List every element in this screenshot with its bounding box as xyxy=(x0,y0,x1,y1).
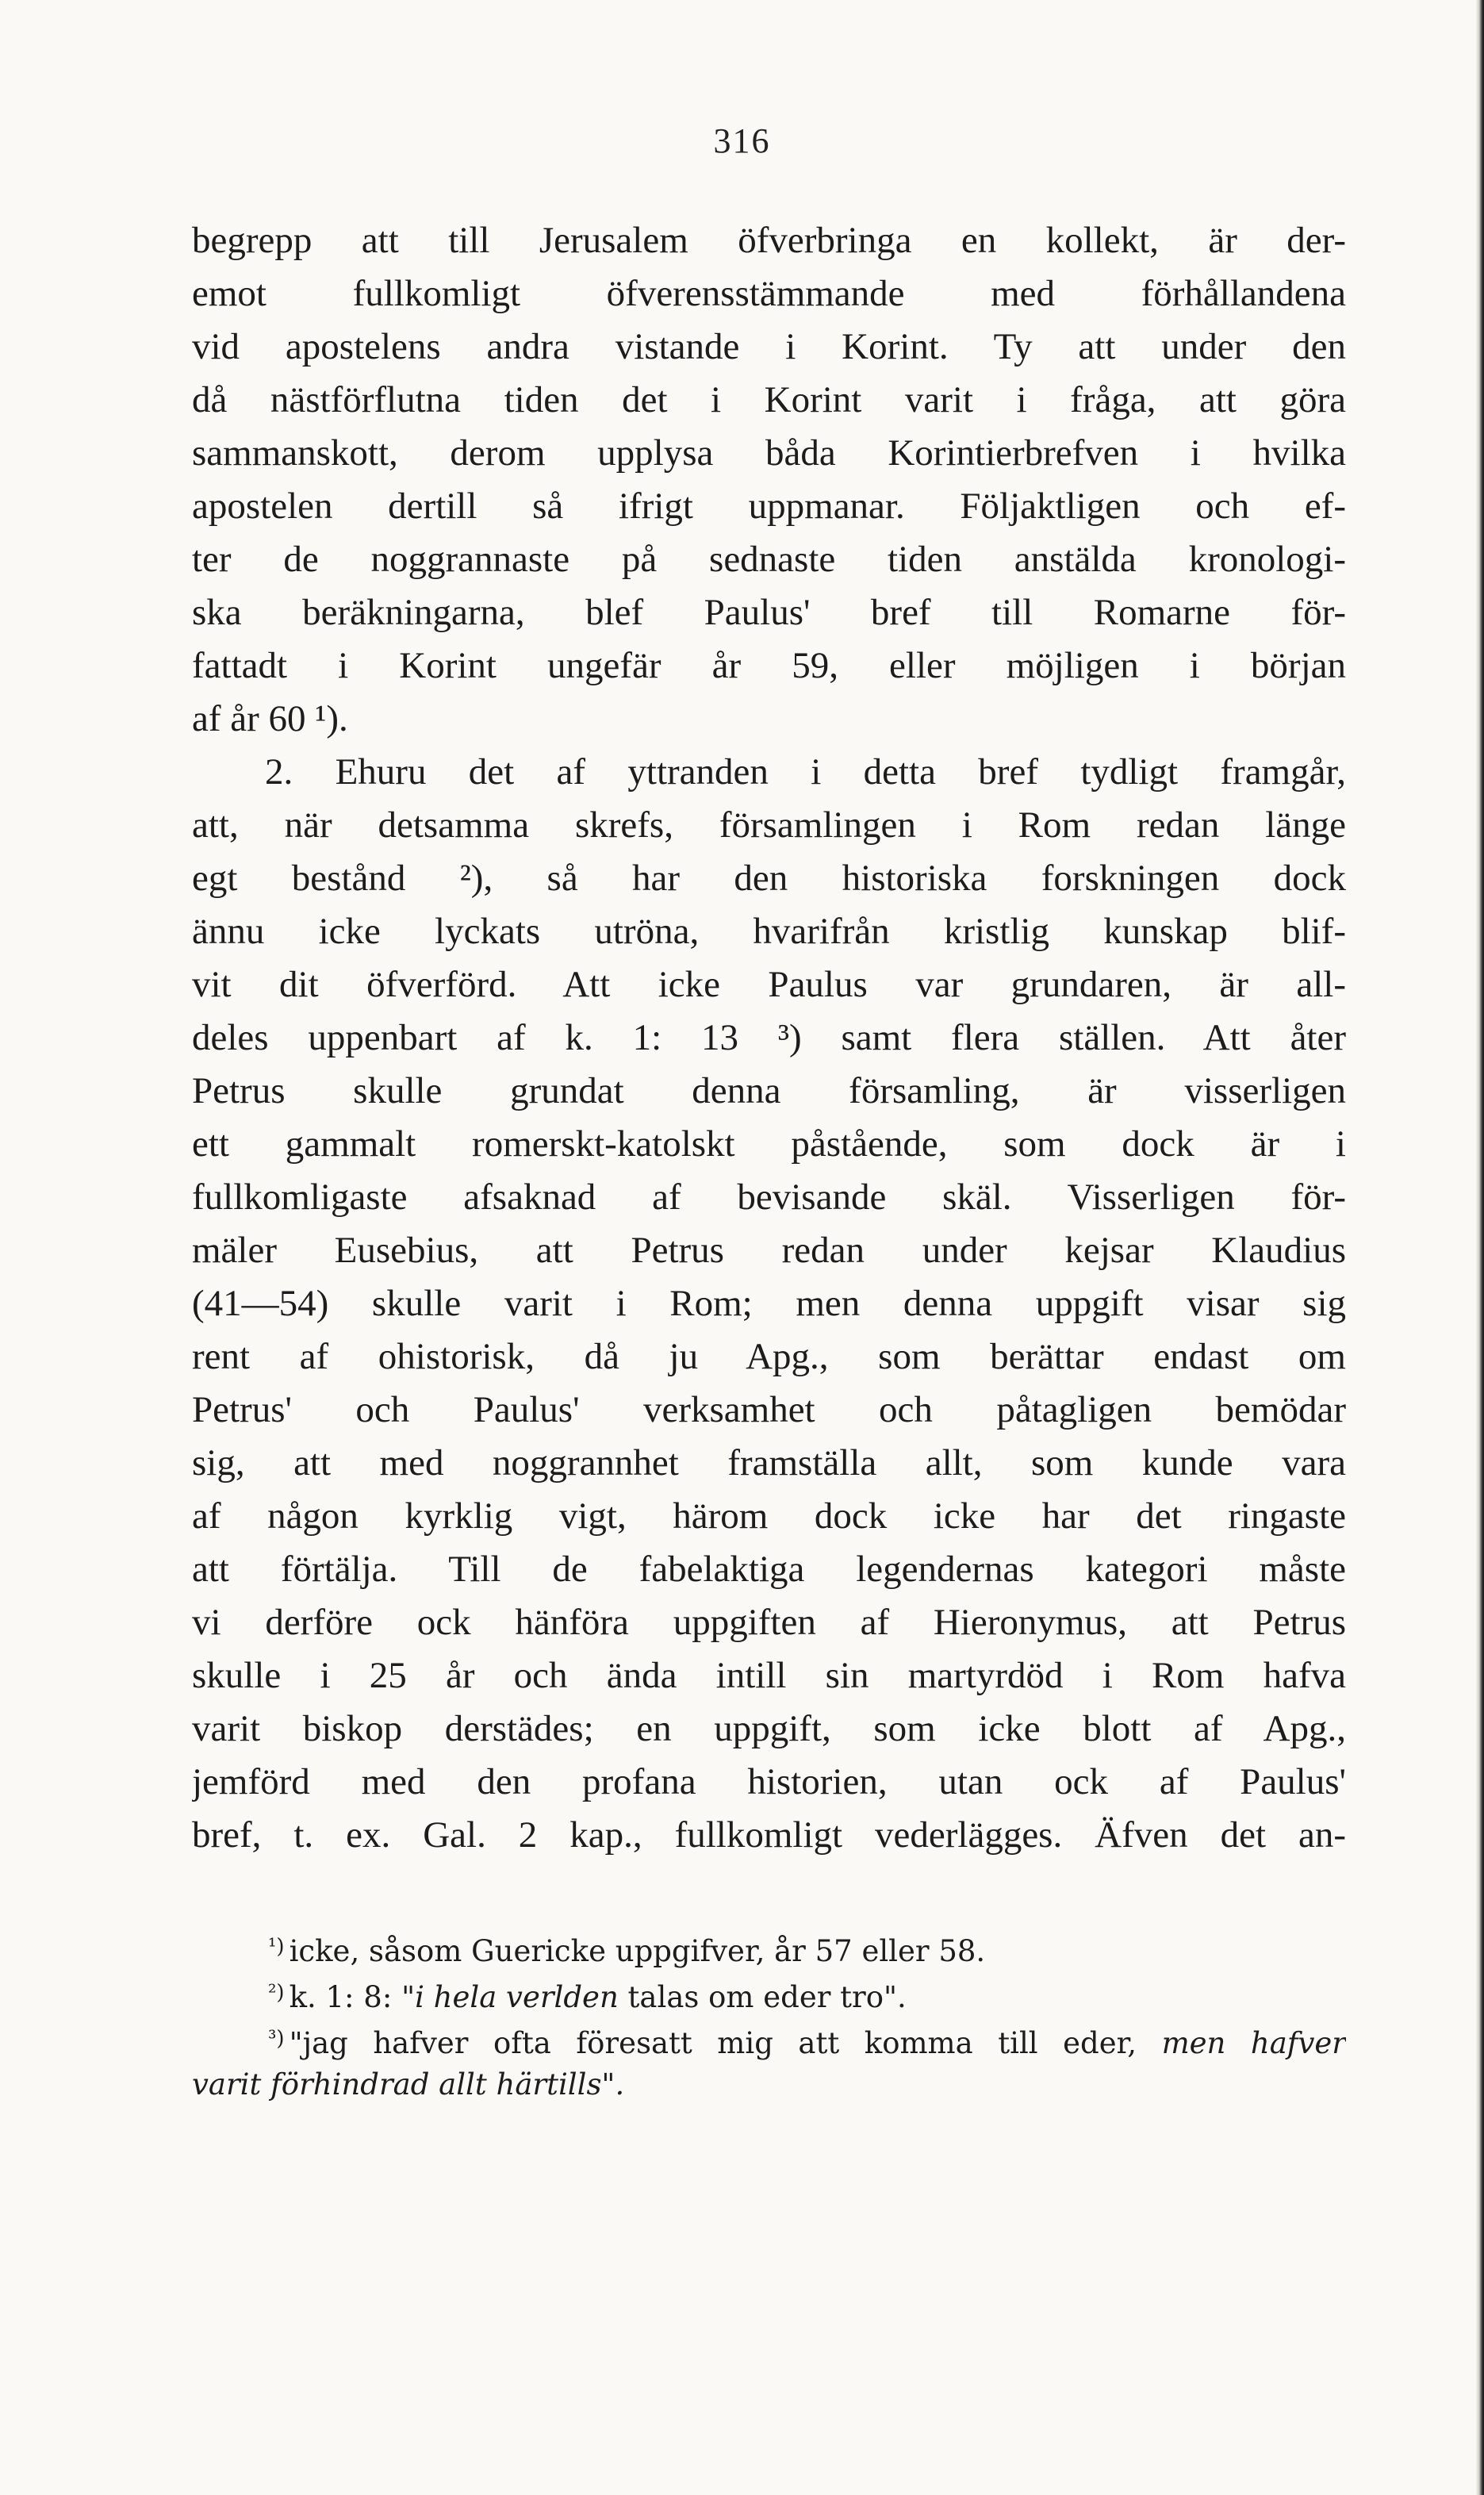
text-line: sammanskott, derom upplysa båda Korintierbrefven i hvilka xyxy=(192,432,1346,474)
text-line: att förtälja. Till de fabelaktiga legendernas kategori måste xyxy=(192,1549,1346,1590)
text-line: sig, att med noggrannhet framställa allt, som kunde vara xyxy=(192,1442,1346,1484)
text-line: ter de noggrannaste på sednaste tiden anstälda kronologi- xyxy=(192,539,1346,580)
text-line: Petrus skulle grundat denna församling, är visserligen xyxy=(192,1070,1346,1111)
text-line: ska beräkningarna, blef Paulus' bref till Romarne för- xyxy=(192,592,1346,633)
footnote-text: k. 1: 8: xyxy=(289,1980,402,2014)
footnotes xyxy=(192,1924,1346,2108)
text-line: 2. Ehuru det af yttranden i detta bref tydligt framgår, xyxy=(265,751,1346,793)
text-line: rent af ohistorisk, då ju Apg., som berättar endast om xyxy=(192,1336,1346,1377)
text-line: mäler Eusebius, att Petrus redan under kejsar Klaudius xyxy=(192,1230,1346,1271)
text-line: begrepp att till Jerusalem öfverbringa en kollekt, är der- xyxy=(192,220,1346,261)
text-line: apostelen dertill så ifrigt uppmanar. Följaktligen och ef- xyxy=(192,486,1346,527)
page-number: 316 xyxy=(713,121,771,160)
text-line: fullkomligaste afsaknad af bevisande skäl. Visserligen för- xyxy=(192,1176,1346,1218)
text-line: vid apostelens andra vistande i Korint. Ty att under den xyxy=(192,326,1346,367)
footnote-marker: ¹) xyxy=(268,1935,285,1959)
text-line: vit dit öfverförd. Att icke Paulus var grundaren, är all- xyxy=(192,964,1346,1005)
text-line: Petrus' och Paulus' verksamhet och påtagligen bemödar xyxy=(192,1389,1346,1430)
text-line: jemförd med den profana historien, utan ock af Paulus' xyxy=(192,1761,1346,1802)
text-line: vi derföre ock hänföra uppgiften af Hieronymus, att Petrus xyxy=(192,1602,1346,1643)
text-line: varit biskop derstädes; en uppgift, som icke blott af Apg., xyxy=(192,1708,1346,1749)
footnote-text: "jag hafver ofta föresatt mig att komma till eder, xyxy=(289,2026,1162,2060)
footnote-italic-text: men hafver xyxy=(1161,2026,1346,2060)
footnote-3 xyxy=(192,2016,1346,2062)
text-line: (41—54) skulle varit i Rom; men denna uppgift visar sig xyxy=(192,1283,1346,1324)
text-line: af någon kyrklig vigt, härom dock icke har det ringaste xyxy=(192,1495,1346,1537)
footnote-text: talas om eder tro". xyxy=(618,1980,907,2014)
text-line: skulle i 25 år och ända intill sin martyrdöd i Rom hafva xyxy=(192,1655,1346,1696)
text-line: emot fullkomligt öfverensstämmande med förhållandena xyxy=(192,273,1346,314)
footnote-text: icke, såsom Guericke uppgifver, år 57 eller 58. xyxy=(289,1934,986,1968)
text-line: ett gammalt romerskt-katolskt påstående, som dock är i xyxy=(192,1123,1346,1165)
text-line: egt bestånd ²), så har den historiska forskningen dock xyxy=(192,858,1346,899)
body-text xyxy=(192,214,1346,1862)
text-line: bref, t. ex. Gal. 2 kap., fullkomligt vederlägges. Äfven det an- xyxy=(192,1814,1346,1856)
footnote-marker: ³) xyxy=(268,2027,285,2051)
footnote-italic-text: varit förhindrad allt härtills". xyxy=(192,2067,625,2102)
text-line: ännu icke lyckats utröna, hvarifrån kristlig kunskap blif- xyxy=(192,911,1346,952)
text-line: då nästförflutna tiden det i Korint varit i fråga, att göra xyxy=(192,379,1346,420)
footnote-marker: ²) xyxy=(268,1981,285,2005)
text-line: att, när detsamma skrefs, församlingen i Rom redan länge xyxy=(192,804,1346,846)
text-line: fattadt i Korint ungefär år 59, eller möjligen i början xyxy=(192,645,1346,686)
text-line: af år 60 ¹). xyxy=(192,698,348,739)
footnote-italic-text: "i hela verlden xyxy=(401,1980,619,2014)
footnote-2 xyxy=(192,1970,1346,2016)
page-edge xyxy=(1476,0,1484,2495)
footnote-1 xyxy=(192,1924,1346,1970)
footnote-3-continued xyxy=(192,2062,1346,2108)
text-line: deles uppenbart af k. 1: 13 ³) samt flera ställen. Att åter xyxy=(192,1017,1346,1058)
